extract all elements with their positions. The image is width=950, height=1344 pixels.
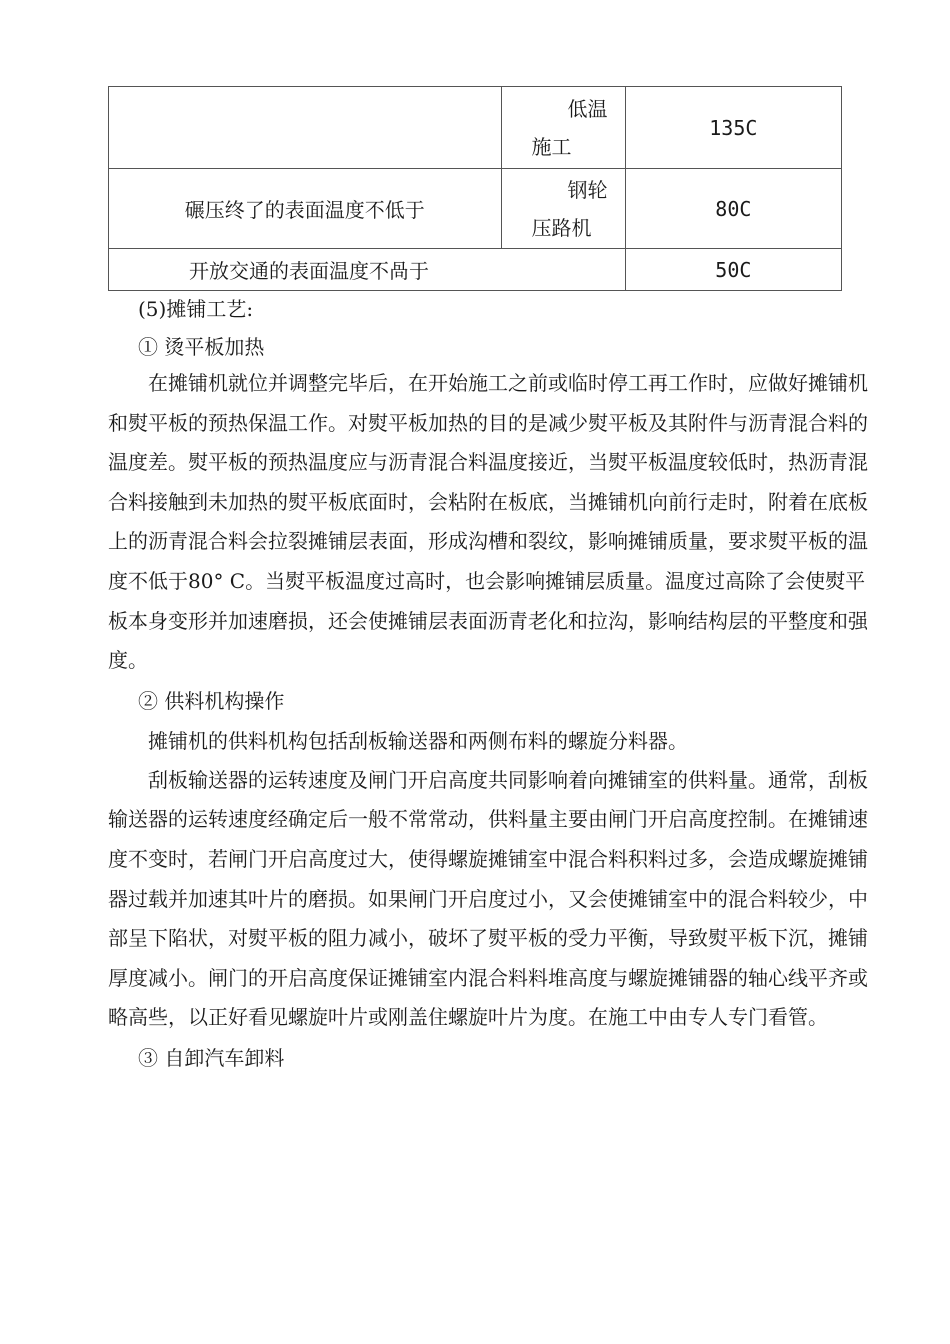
table-cell-label: 开放交通的表面温度不咼于 — [109, 249, 626, 291]
table-row — [109, 169, 842, 249]
condition-line: 压路机 — [531, 215, 592, 240]
table-row — [109, 87, 842, 169]
table-cell-label: 碾压终了的表面温度不低于 — [109, 169, 502, 249]
paragraph: 摊铺机的供料机构包括刮板输送器和两侧布料的螺旋分料器。 — [148, 728, 688, 753]
document-body — [108, 294, 872, 1078]
table-cell-condition — [501, 87, 625, 169]
paragraph: 刮板输送器的运转速度及闸门开启高度共同影响着向摊铺室的供料量。通常，刮板输送器的运转速度经确定后一般不常常动，供料量主要由闸门开启高度控制。在摊铺速度不变时，若闸门开启高度过大，使得螺旋摊铺室中混合料积料过多，会造成螺旋摊铺器过载并加速其叶片的磨损。如果闸门开启度过小，又会使摊铺室中的混合料较少，中部呈下陷状，对熨平板的阻力减小，破坏了熨平板的受力平衡，导致熨平板下沉，摊铺厚度减小。闸门的开启高度保证摊铺室内混合料料堆高度与螺旋摊铺器的轴心线平齐或略高些，以正好看见螺旋叶片或刚盖住螺旋叶片为度。在施工中由专人专门看管。 — [108, 767, 868, 1030]
table-cell-value: 50C — [625, 249, 841, 291]
condition-line: 低温 — [567, 96, 608, 121]
condition-line: 施工 — [531, 134, 572, 159]
subsection-title: ① 烫平板加热 — [138, 335, 265, 359]
paragraph: 在摊铺机就位并调整完毕后，在开始施工之前或临时停工再工作时，应做好摊铺机和熨平板的预热保温工作。对熨平板加热的目的是减少熨平板及其附件与沥青混合料的温度差。熨平板的预热温度应与沥青混合料温度接近，当熨平板温度较低时，热沥青混合料接触到未加热的熨平板底面时，会粘附在板底，当摊铺机向前行走时，附着在底板上的沥青混合料会拉裂摊铺层表面，形成沟槽和裂纹，影响摊铺质量，要求熨平板的温度不低于80° C。当熨平板温度过高时，也会影响摊铺层质量。温度过高除了会使熨平板本身变形并加速磨损，还会使摊铺层表面沥青老化和拉沟，影响结构层的平整度和强度。 — [108, 371, 868, 673]
table-row — [109, 249, 842, 291]
table-cell-condition — [501, 169, 625, 249]
table-cell-value: 135C — [625, 87, 841, 169]
table-cell-label — [109, 87, 502, 169]
subsection-title: ③ 自卸汽车卸料 — [138, 1045, 285, 1070]
subsection-title: ② 供料机构操作 — [138, 688, 285, 713]
condition-line: 钢轮 — [567, 177, 608, 202]
temperature-table — [108, 86, 842, 291]
section-heading: (5)摊铺工艺: — [138, 297, 254, 321]
table-cell-value: 80C — [625, 169, 841, 249]
